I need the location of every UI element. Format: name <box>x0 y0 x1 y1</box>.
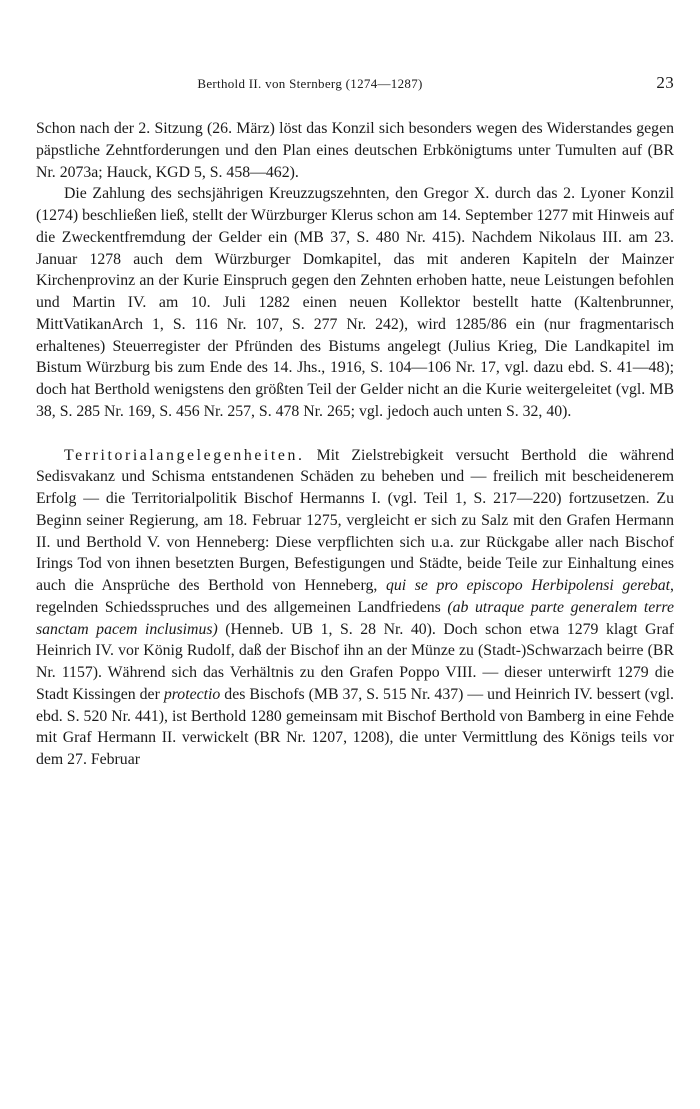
paragraph-1: Schon nach der 2. Sitzung (26. März) löst das Konzil sich besonders wegen des Widerstandes gegen päpstliche Zehntforderungen und den Plan eines deutschen Erbkönigtums unter Tumulten auf (BR Nr. 2073a; Hauck, KGD 5, S. 458—462). <box>36 120 674 181</box>
running-head <box>36 68 674 96</box>
paragraph-3-text-2: , regelnden Schiedsspruches und des allgemeinen Landfriedens <box>36 577 674 616</box>
paragraph-3-text-4: des Bischofs (MB 37, S. 515 Nr. 437) — und Heinrich IV. bessert (vgl. ebd. S. 520 Nr. 441), ist Berthold 1280 gemeinsam mit Bischof Berthold von Bamberg in eine Fehde mit Graf Hermann II. verwickelt (BR Nr. 1207, 1208), die unter Vermittlung des Königs teils vor dem 27. Februar <box>36 685 674 768</box>
section-gap <box>36 423 674 445</box>
latin-term-protectio: protectio <box>163 685 221 703</box>
body-text <box>36 118 674 771</box>
latin-quote-2: (ab utraque parte generalem terre sanctam pacem inclusimus) <box>36 598 675 638</box>
page-number: 23 <box>656 73 674 92</box>
paragraph-3 <box>36 445 674 771</box>
running-title: Berthold II. von Sternberg (1274—1287) <box>197 76 423 91</box>
paragraph-2: Die Zahlung des sechsjährigen Kreuzzugszehnten, den Gregor X. durch das 2. Lyoner Konzil (1274) beschließen ließ, stellt der Würzburger Klerus schon am 14. September 1277 mit Hinweis auf die Zweckentfremdung der Gelder ein (MB 37, S. 480 Nr. 415). Nachdem Nikolaus III. am 23. Januar 1278 auch dem Würzburger Domkapitel, das mit anderen Kapiteln der Mainzer Kirchenprovinz an der Kurie Einspruch gegen den Zehnten erhoben hatte, neue Leistungen befohlen und Martin IV. am 10. Juli 1282 einen neuen Kollektor bestellt hatte (Kaltenbrunner, MittVatikanArch 1, S. 116 Nr. 107, S. 277 Nr. 242), wird 1285/86 ein (nur fragmentarisch erhaltenes) Steuerregister der Pfründen des Bistums angelegt (Julius Krieg, Die Landkapitel im Bistum Würzburg bis zum Ende des 14. Jhs., 1916, S. 104—106 Nr. 17, vgl. dazu ebd. S. 41—48); doch hat Berthold wenigstens den größten Teil der Gelder nicht an die Kurie weitergeleitet (vgl. MB 38, S. 285 Nr. 169, S. 456 Nr. 257, S. 478 Nr. 265; vgl. jedoch auch unten S. 32, 40). <box>36 185 674 420</box>
section-heading: Territorialangelegenheiten. <box>64 446 305 464</box>
paragraph-3-text-3: (Henneb. UB 1, S. 28 Nr. 40). Doch schon etwa 1279 klagt Graf Heinrich IV. vor König Rudolf, daß der Bischof ihn an der Münze zu (Stadt-)Schwarzach beirre (BR Nr. 1157). Während sich das Verhältnis zu den Grafen Poppo VIII. — dieser unterwirft 1279 die Stadt Kissingen der <box>36 620 674 703</box>
book-page <box>36 68 674 771</box>
paragraph-3-text-1: Mit Zielstrebigkeit versucht Berthold die während Sedisvakanz und Schisma entstandenen Schäden zu beheben und — freilich mit bescheidenerem Erfolg — die Territorialpolitik Bischof Hermanns I. (vgl. Teil 1, S. 217—220) fortzusetzen. Zu Beginn seiner Regierung, am 18. Februar 1275, vergleicht er sich zu Salz mit den Grafen Hermann II. und Berthold V. von Henneberg: Diese verpflichten sich u.a. zur Rückgabe aller nach Bischof Irings Tod von ihnen besetzten Burgen, Befestigungen und Städte, beide Teile zur Einhaltung eines auch die Ansprüche des Berthold von Henneberg, <box>36 446 674 594</box>
latin-quote-1: qui se pro episcopo Herbipolensi gerebat <box>385 577 671 594</box>
